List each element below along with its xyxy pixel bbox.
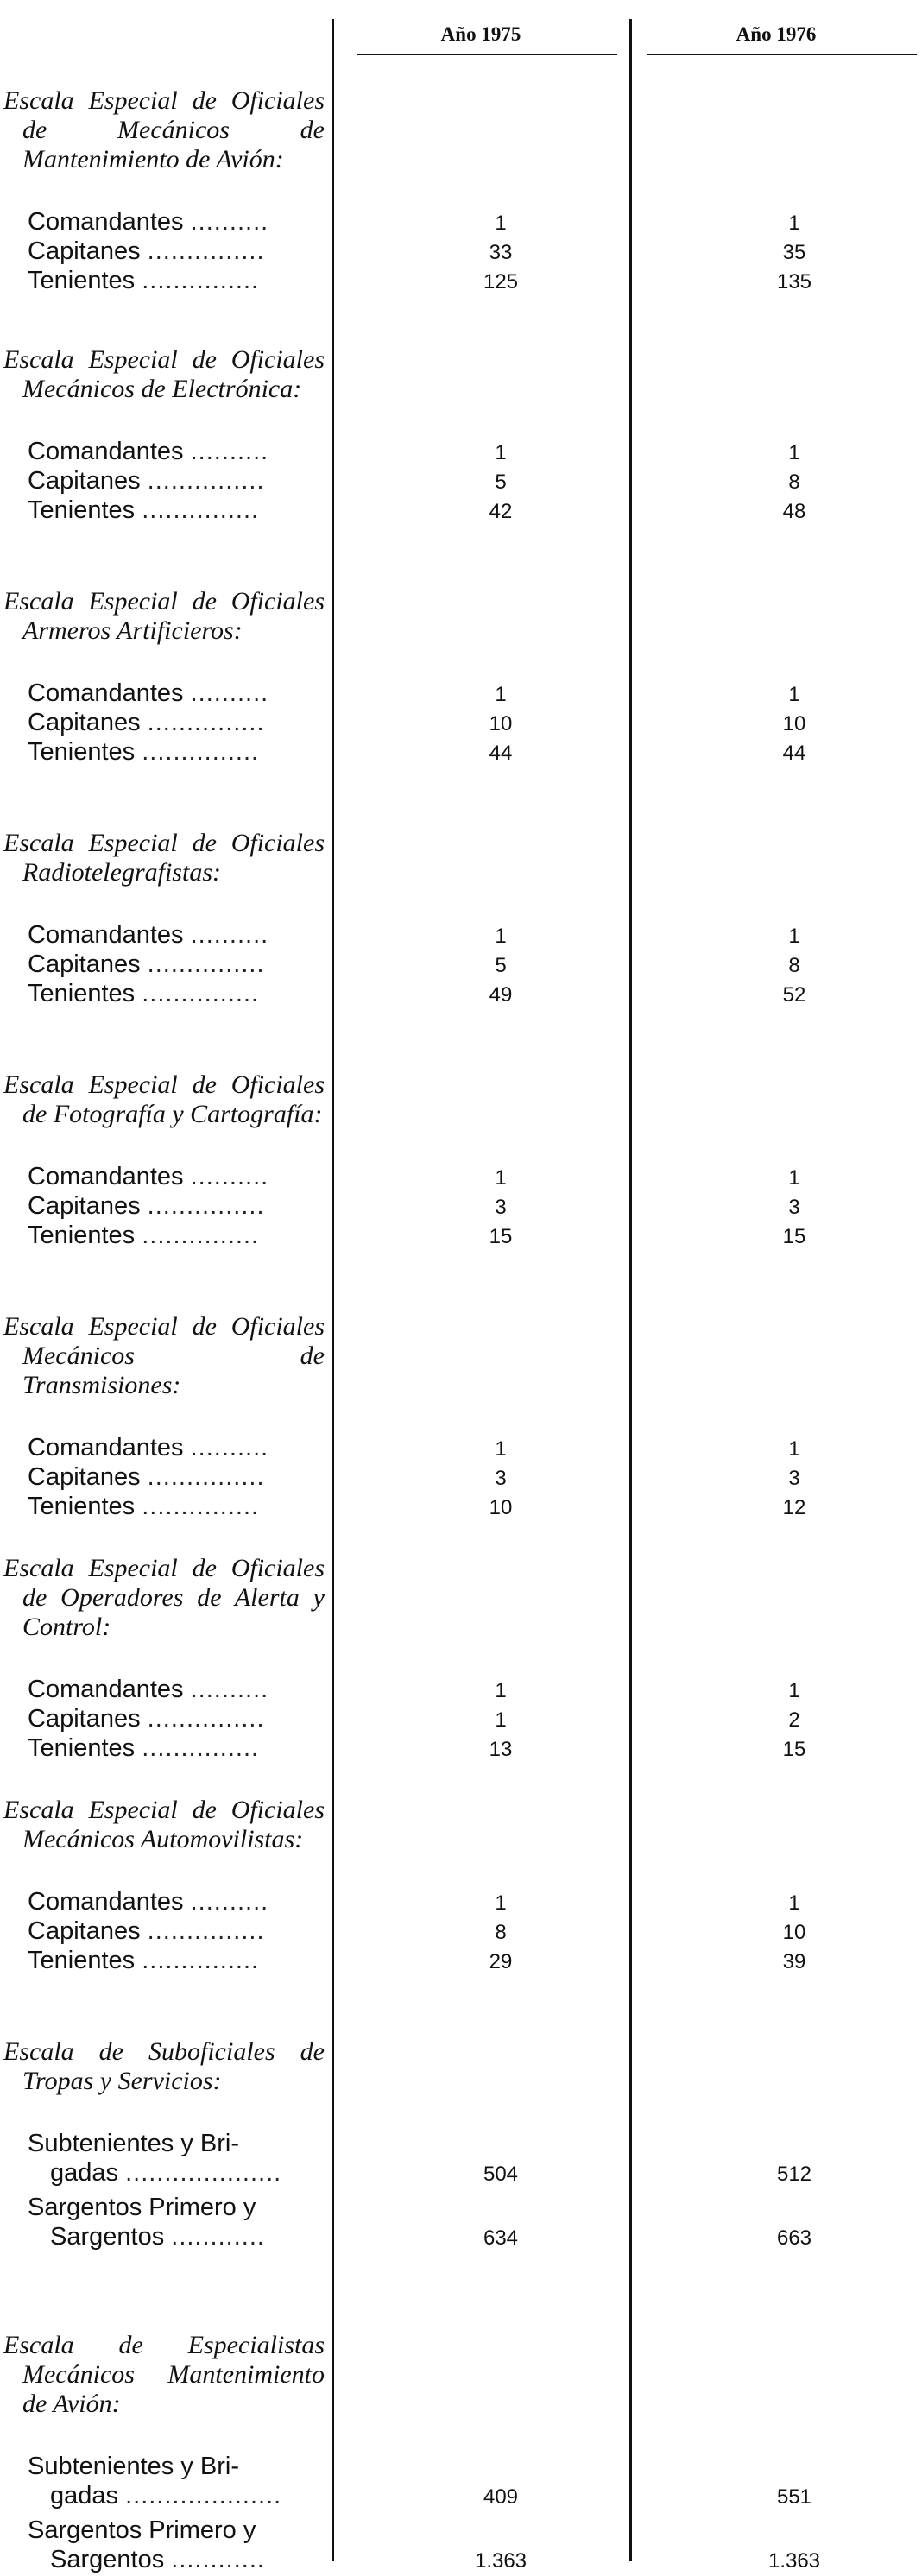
rank-label-head: Sargentos Primero y — [28, 2516, 256, 2544]
section-title: Escala de Suboficiales de Tropas y Servicios: — [3, 2037, 325, 2095]
rank-label — [28, 1492, 321, 1521]
rank-name: Capitanes — [28, 709, 141, 736]
header-rule-1976 — [647, 54, 917, 55]
leader-dots: ............... — [147, 1192, 265, 1220]
value-1976: 1 — [788, 441, 800, 464]
leader-dots: .......... — [190, 438, 269, 465]
table-row — [0, 266, 922, 295]
rank-name: Tenientes — [28, 267, 136, 294]
value-1975: 49 — [489, 983, 513, 1007]
leader-dots: .......... — [190, 208, 269, 236]
rank-name: Capitanes — [28, 1192, 141, 1220]
value-1976: 10 — [782, 1921, 806, 1944]
column-header-1976: Año 1976 — [736, 23, 817, 45]
rank-label — [28, 496, 321, 525]
rank-label — [28, 1946, 321, 1975]
leader-dots: ............... — [147, 1705, 265, 1733]
value-1976: 48 — [782, 500, 806, 523]
value-1975: 1 — [495, 1437, 507, 1461]
rank-label — [28, 708, 321, 737]
table-row — [0, 979, 922, 1008]
rank-name: Comandantes — [28, 921, 184, 949]
value-1975: 10 — [489, 712, 513, 736]
value-1976: 1 — [788, 1679, 800, 1702]
leader-dots: .......... — [190, 1434, 269, 1462]
rank-label-head: Subtenientes y Bri- — [28, 2453, 240, 2480]
value-1976: 1 — [788, 925, 800, 948]
value-1975: 1.363 — [474, 2549, 527, 2573]
rank-name: Tenientes — [28, 1222, 136, 1249]
value-1976: 3 — [788, 1196, 800, 1219]
value-1976: 135 — [776, 270, 812, 294]
value-1975: 634 — [483, 2226, 519, 2250]
rank-name: Comandantes — [28, 679, 184, 707]
rank-label-tail: Sargentos — [50, 2546, 172, 2573]
section-title: Escala Especial de Oficiales de Fotografía y Cartografía: — [3, 1070, 325, 1128]
value-1976: 1 — [788, 1891, 800, 1915]
value-1975: 5 — [495, 954, 507, 977]
rank-label — [28, 1733, 321, 1763]
table-row — [0, 2481, 922, 2510]
rank-label — [28, 266, 321, 295]
rank-label — [50, 2158, 321, 2188]
rank-name: Capitanes — [28, 467, 141, 495]
rank-name: Capitanes — [28, 1917, 141, 1945]
table-row — [0, 1462, 922, 1492]
value-1976: 1 — [788, 1166, 800, 1190]
header-rule-1975 — [357, 54, 617, 55]
leader-dots: ............... — [147, 237, 265, 265]
table-row — [0, 679, 922, 708]
rank-name: Tenientes — [28, 1947, 136, 1974]
value-1976: 1 — [788, 683, 800, 706]
leader-dots: ............... — [142, 267, 260, 294]
rank-label — [28, 237, 321, 266]
value-1976: 8 — [788, 954, 800, 977]
rank-label — [28, 979, 321, 1008]
leader-dots: ............... — [142, 1734, 260, 1762]
value-1976: 52 — [782, 983, 806, 1007]
table-row — [0, 1162, 922, 1191]
section-title: Escala Especial de Oficiales Radiotelegrafistas: — [3, 829, 325, 887]
value-1975: 1 — [495, 683, 507, 706]
value-1976: 39 — [782, 1950, 806, 1973]
section-title: Escala Especial de Oficiales Mecánicos de Electrónica: — [3, 345, 325, 403]
value-1975: 1 — [495, 1891, 507, 1915]
value-1975: 1 — [495, 1708, 507, 1732]
leader-dots: ............... — [142, 496, 260, 524]
value-1975: 13 — [489, 1738, 513, 1761]
table-row — [0, 1704, 922, 1733]
table-row-label-head — [0, 2193, 922, 2222]
section-title: Escala Especial de Oficiales Armeros Artificieros: — [3, 587, 325, 645]
rank-label — [28, 679, 321, 708]
rank-label — [28, 1916, 321, 1946]
rank-label — [28, 737, 321, 767]
rank-label-tail: gadas — [50, 2159, 126, 2187]
table-row — [0, 708, 922, 737]
leader-dots: .......... — [190, 1888, 269, 1916]
table-row — [0, 950, 922, 979]
value-1975: 3 — [495, 1467, 507, 1490]
value-1975: 1 — [495, 925, 507, 948]
table-row — [0, 1492, 922, 1521]
rank-label — [28, 1162, 321, 1191]
rank-label — [28, 1675, 321, 1704]
value-1976: 15 — [782, 1738, 806, 1761]
rank-label — [28, 1704, 321, 1733]
leader-dots: ............ — [171, 2223, 265, 2251]
leader-dots: .......... — [190, 921, 269, 949]
rank-label — [28, 207, 321, 237]
table-row — [0, 920, 922, 950]
rank-name: Capitanes — [28, 1463, 141, 1491]
rank-label — [28, 1433, 321, 1462]
rank-label-head: Sargentos Primero y — [28, 2194, 256, 2221]
leader-dots: .......... — [190, 1163, 269, 1190]
rank-name: Comandantes — [28, 1676, 184, 1703]
rank-label — [50, 2545, 321, 2574]
leader-dots: ............... — [142, 1493, 260, 1520]
leader-dots: ............... — [147, 950, 265, 978]
value-1976: 15 — [782, 1225, 806, 1248]
value-1976: 1 — [788, 212, 800, 235]
value-1975: 1 — [495, 1679, 507, 1702]
rank-name: Capitanes — [28, 1705, 141, 1733]
value-1975: 1 — [495, 212, 507, 235]
rank-label — [28, 1191, 321, 1221]
table-row — [0, 1916, 922, 1946]
rank-name: Comandantes — [28, 208, 184, 236]
value-1975: 504 — [483, 2162, 519, 2186]
leader-dots: ............... — [142, 980, 260, 1007]
value-1975: 5 — [495, 470, 507, 494]
table-row-label-head — [0, 2516, 922, 2545]
rank-name: Comandantes — [28, 1434, 184, 1462]
table-row — [0, 1887, 922, 1916]
table-row — [0, 1221, 922, 1250]
rank-name: Tenientes — [28, 1734, 136, 1762]
value-1975: 125 — [483, 270, 519, 294]
leader-dots: ............... — [142, 1222, 260, 1249]
rank-name: Capitanes — [28, 237, 141, 265]
rank-label — [28, 950, 321, 979]
rank-name: Tenientes — [28, 1493, 136, 1520]
rank-label-tail: Sargentos — [50, 2223, 172, 2251]
value-1976: 512 — [776, 2162, 812, 2186]
value-1975: 29 — [489, 1950, 513, 1973]
value-1975: 10 — [489, 1496, 513, 1519]
leader-dots: ............... — [147, 709, 265, 736]
value-1975: 44 — [489, 742, 513, 765]
rank-label-head: Subtenientes y Bri- — [28, 2130, 240, 2157]
value-1976: 1.363 — [767, 2549, 821, 2573]
table-row — [0, 437, 922, 466]
section-title: Escala Especial de Oficiales Mecánicos Automovilistas: — [3, 1796, 325, 1853]
table-row — [0, 737, 922, 767]
rank-name: Tenientes — [28, 980, 136, 1007]
value-1976: 663 — [776, 2226, 812, 2250]
rank-label — [50, 2222, 321, 2251]
leader-dots: ............... — [147, 1463, 265, 1491]
section-title: Escala Especial de Oficiales de Mecánicos de Mantenimiento de Avión: — [3, 86, 325, 174]
rank-name: Tenientes — [28, 738, 136, 766]
leader-dots: .................... — [125, 2159, 282, 2187]
rank-name: Capitanes — [28, 950, 141, 978]
value-1976: 551 — [776, 2485, 812, 2509]
value-1975: 3 — [495, 1196, 507, 1219]
section-title: Escala Especial de Oficiales Mecánicos de Transmisiones: — [3, 1312, 325, 1399]
table-row-label-head — [0, 2129, 922, 2158]
leader-dots: .................... — [125, 2482, 282, 2510]
table-row-label-head — [0, 2452, 922, 2481]
rank-name: Tenientes — [28, 496, 136, 524]
leader-dots: ............ — [171, 2546, 265, 2573]
table-row — [0, 207, 922, 237]
value-1975: 1 — [495, 441, 507, 464]
leader-dots: ............... — [147, 1917, 265, 1945]
table-row — [0, 496, 922, 525]
rank-label — [28, 1462, 321, 1492]
section-title: Escala de Especialistas Mecánicos Mantenimiento de Avión: — [3, 2331, 325, 2418]
table-row — [0, 1433, 922, 1462]
section-title: Escala Especial de Oficiales de Operadores de Alerta y Control: — [3, 1554, 325, 1641]
value-1975: 42 — [489, 500, 513, 523]
table-row — [0, 1191, 922, 1221]
table-row — [0, 2158, 922, 2188]
rank-label — [50, 2481, 321, 2510]
value-1976: 35 — [782, 241, 806, 264]
value-1975: 33 — [489, 241, 513, 264]
rank-label — [28, 1221, 321, 1250]
table-row — [0, 1675, 922, 1704]
value-1975: 8 — [495, 1921, 507, 1944]
value-1976: 2 — [788, 1708, 800, 1732]
value-1975: 1 — [495, 1166, 507, 1190]
table-row — [0, 2545, 922, 2574]
value-1976: 12 — [782, 1496, 806, 1519]
leader-dots: ............... — [147, 467, 265, 495]
table-row — [0, 237, 922, 266]
leader-dots: .......... — [190, 1676, 269, 1703]
value-1976: 3 — [788, 1467, 800, 1490]
rank-label — [28, 1887, 321, 1916]
rank-name: Comandantes — [28, 1163, 184, 1190]
value-1976: 8 — [788, 470, 800, 494]
value-1976: 44 — [782, 742, 806, 765]
table-row — [0, 1946, 922, 1975]
value-1976: 10 — [782, 712, 806, 736]
table-row — [0, 2222, 922, 2251]
value-1975: 15 — [489, 1225, 513, 1248]
leader-dots: ............... — [142, 1947, 260, 1974]
leader-dots: .......... — [190, 679, 269, 707]
rank-label — [28, 466, 321, 496]
leader-dots: ............... — [142, 738, 260, 766]
rank-name: Comandantes — [28, 438, 184, 465]
column-header-1975: Año 1975 — [440, 23, 521, 45]
value-1975: 409 — [483, 2485, 519, 2509]
rank-label — [28, 920, 321, 950]
rank-name: Comandantes — [28, 1888, 184, 1916]
table-row — [0, 1733, 922, 1763]
rank-label-tail: gadas — [50, 2482, 126, 2510]
table-row — [0, 466, 922, 496]
value-1976: 1 — [788, 1437, 800, 1461]
rank-label — [28, 437, 321, 466]
